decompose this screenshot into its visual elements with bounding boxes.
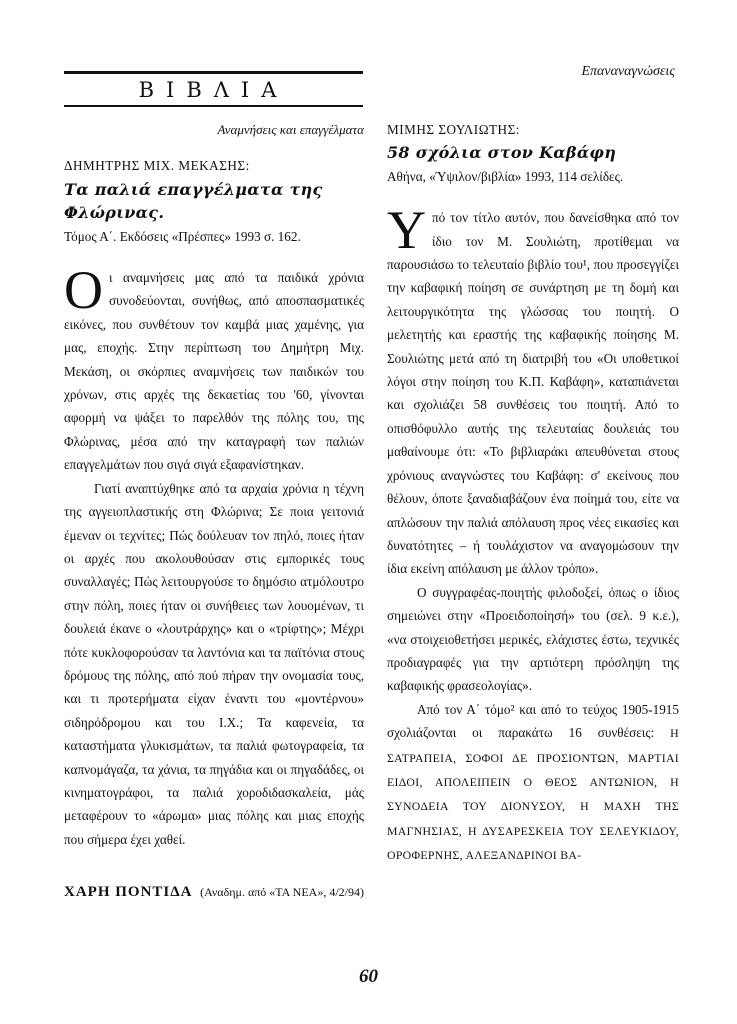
page-number: 60 bbox=[359, 966, 378, 987]
right-publication: Αθήνα, «Ύψιλον/βιβλία» 1993, 114 σελίδες. bbox=[387, 168, 624, 184]
signature-name: ΧΑΡΗ ΠΟΝΤΙΔΑ bbox=[64, 884, 193, 901]
left-subtitle: Αναμνήσεις και επαγγέλματα bbox=[217, 122, 364, 137]
left-author: ΔΗΜΗΤΡΗΣ ΜΙΧ. ΜΕΚΑΣΗΣ: bbox=[64, 158, 250, 174]
right-drop-cap: Υ bbox=[387, 200, 426, 261]
section-top-rule bbox=[64, 71, 363, 74]
right-column bbox=[387, 118, 679, 868]
left-paragraph-1-text: ι αναμνήσεις μας από τα παιδικά χρόνια συνοδεύονται, συνήθως, από αποσπασματικές εικόνες, που συνθέτουν τον καμβά μιας χαμένης, για μας, εποχής. Στην περίπτωση του Δημήτρη Μιχ. Μεκάση, οι σκόρπιες αναμνήσεις των παιδικών του χρόνων, στις αρχές της δεκαετίας του '60, γίνονται αφορμή να ψάξει το παρελθόν της πόλης του, της Φλώρινας, μέσα από την καταγραφή των παλιών επαγγελμάτων που σιγά σιγά εξαφανίστηκαν. bbox=[64, 270, 364, 473]
right-paragraph-3-text: Από τον Α΄ τόμο² και από το τεύχος 1905-1915 σχολιάζονται οι παρακάτω 16 συνθέσεις: bbox=[387, 701, 679, 741]
section-title: ΒΙΒΛΙΑ bbox=[138, 78, 289, 102]
right-author: ΜΙΜΗΣ ΣΟΥΛΙΩΤΗΣ: bbox=[387, 122, 520, 137]
left-book-title: Τα παλιά επαγγέλματα της Φλώρινας. bbox=[64, 179, 323, 223]
left-column bbox=[64, 118, 364, 905]
running-header: Επαναναγνώσεις bbox=[581, 64, 675, 79]
left-drop-cap: Ο bbox=[64, 260, 103, 321]
left-paragraph-2: Γιατί αναπτύχθηκε από τα αρχαία χρόνια η τέχνη της αγγειοπλαστικής στη Φλώρινα; Σε ποια γειτονιά έμεναν οι τεχνίτες; Πώς δούλευαν τον πηλό, ποιες ήταν οι αρχές που ακολουθούσαν στις εμπορικές τους συναλλαγές; Πώς λειτουργούσε το δημόσιο ατμόλουτρο στην πόλη, ποιες ήταν οι συνήθειες των λουομένων, τι δουλειά έκανε ο «λουτράρχης» και ο «τρίφτης»; Μέχρι πότε κυκλοφορούσαν τα λαντόνια και τα παϊτόνια στους δρόμους της πόλης, από πού πήραν την ονομασία τους, και τι προτερήματα είχαν έναντι του «μοντέρνου» σιδηρόδρομου και του Ι.Χ.; Τα καφενεία, τα καταστήματα γλυκισμάτων, τα παλιά φωτογραφεία, τα καπνομάγαζα, τα χάνια, τα πηγάδια και οι πηγαδάδες, οι κινηματογράφοι, τα παλιά χοροδιδασκαλεία, μάς μεταφέρουν το «άρωμα» μιας πόλης και μιας εποχής που σήμερα έχει χαθεί. bbox=[64, 480, 364, 847]
signature-source: (Αναδημ. από «ΤΑ ΝΕΑ», 4/2/94) bbox=[200, 885, 364, 900]
right-paragraph-1-text: πό τον τίτλο αυτόν, που δανείσθηκα από τον ίδιο τον Μ. Σουλιώτη, προτίθεμαι να παρουσιάσω το τελευταίο βιβλίο του¹, που προσεγγίζει την καβαφική ποίηση σε συνάρτηση με τη δομή και λειτουργικότητα της γλώσσας του ποιητή. Ο μελετητής και εραστής της καβαφικής ποίησης Μ. Σουλιώτης μετά από τη διατριβή του «Οι υποθετικοί λόγοι στην ποίηση του Κ.Π. Καβάφη», καταπιάνεται και σχολιάζει 58 συνθέσεις του ποιητή. Από το οπισθόφυλλο αυτής της τελευταίας δουλειάς του μαθαίνουμε ότι: «Το βιβλιαράκι απευθύνεται στους χρόνιους αναγνώστες του Καβάφη: σ' εκείνους που θέλουν, όποτε ξαναδιαβάζουν ένα ποίημά του, είτε να απλώσουν την παλιά απόλαυση προς νέες εικασίες και δυνατότητες – ή τουλάχιστον να αναγομώσουν την ίδια εκείνη απόλαυση με άλλον τρόπο». bbox=[387, 210, 679, 577]
left-paragraph-1 bbox=[64, 260, 364, 477]
signature-line bbox=[64, 881, 364, 904]
right-paragraph-3-titles: Η ΣΑΤΡΑΠΕΙΑ, ΣΟΦΟΙ ΔΕ ΠΡΟΣΙΟΝΤΩΝ, ΜΑΡΤΙΑΙ ΕΙΔΟΙ, ΑΠΟΛΕΙΠΕΙΝ Ο ΘΕΟΣ ΑΝΤΩΝΙΟΝ, Η ΣΥΝΟΔΕΙΑ ΤΟΥ ΔΙΟΝΥΣΟΥ, Η ΜΑΧΗ ΤΗΣ ΜΑΓΝΗΣΙΑΣ, Η ΔΥΣΑΡΕΣΚΕΙΑ ΤΟΥ ΣΕΛΕΥΚΙΔΟΥ, ΟΡΟΦΕΡΝΗΣ, ΑΛΕΞΑΝΔΡΙΝΟΙ ΒΑ- bbox=[387, 726, 679, 863]
right-paragraph-2: Ο συγγραφέας-ποιητής φιλοδοξεί, όπως ο ίδιος σημειώνει στην «Προειδοποίησή» του (σελ. 9 κ.ε.), «να στοιχειοθετήσει μερικές, ελάχιστες έστω, τεχνικές προδιαγραφές για την αρτιότερη πρόσληψη της καβαφικής φρασεολογίας». bbox=[387, 584, 679, 694]
right-paragraph-3 bbox=[387, 698, 679, 868]
right-book-title: 58 σχόλια στον Καβάφη bbox=[387, 143, 617, 163]
left-publication: Τόμος Α΄. Εκδόσεις «Πρέσπες» 1993 σ. 162. bbox=[64, 228, 301, 244]
right-paragraph-1 bbox=[387, 200, 679, 581]
section-bottom-rule bbox=[64, 105, 363, 107]
